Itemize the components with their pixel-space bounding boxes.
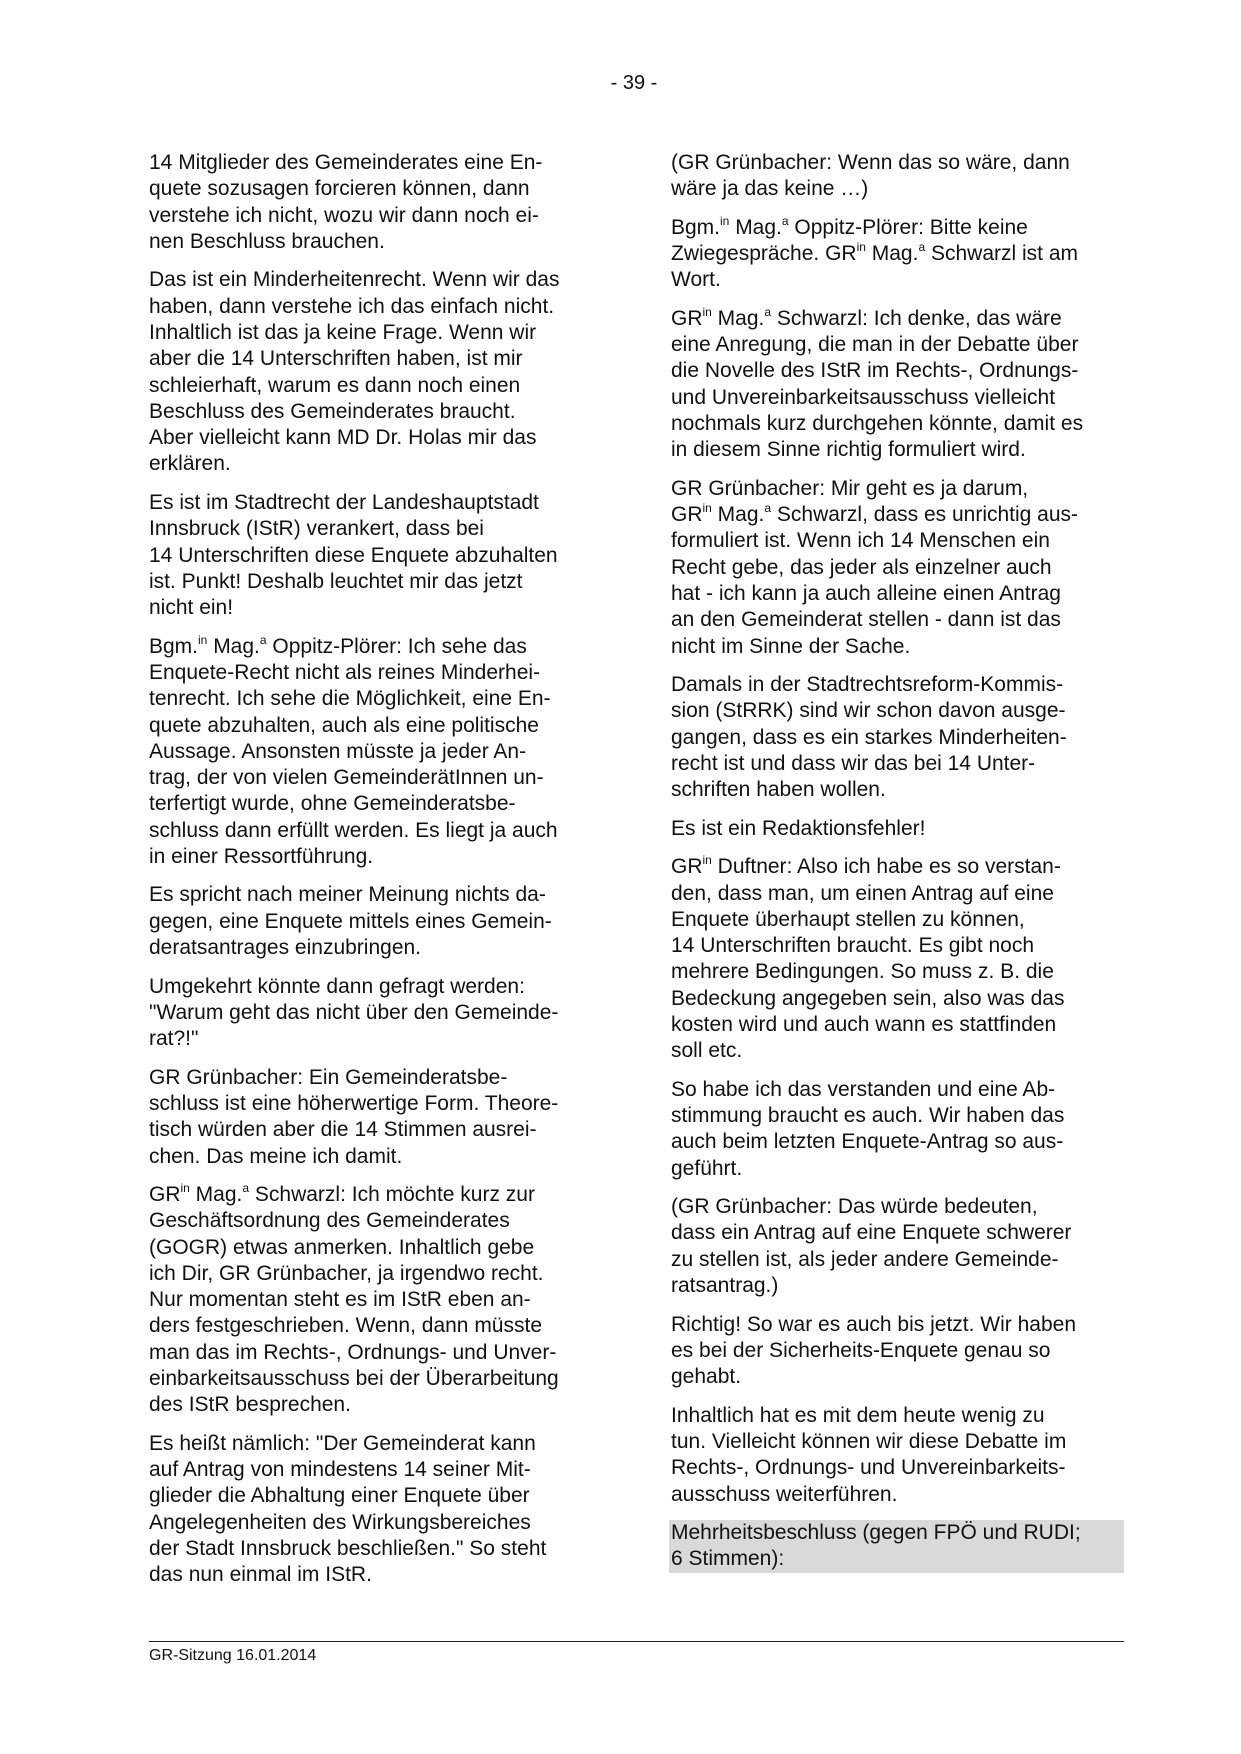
paragraph — [671, 854, 1126, 1064]
text-line: in einer Ressortführung. — [149, 844, 374, 868]
text-line: Aber vielleicht kann MD Dr. Holas mir das — [149, 426, 537, 450]
text-line: zu stellen ist, als jeder andere Gemeinde- — [671, 1247, 1059, 1271]
text-line: die Novelle des IStR im Rechts-, Ordnungs- — [671, 359, 1079, 383]
text-line: So habe ich das verstanden und eine Ab- — [671, 1077, 1056, 1101]
text-segment: Oppitz-Plörer: Ich sehe das — [266, 634, 527, 658]
text-line: der Stadt Innsbruck beschließen." So steht — [149, 1537, 547, 1561]
text-line: schriften haben wollen. — [671, 778, 886, 802]
text-segment: Mag. — [865, 242, 919, 266]
text-line: GR Grünbacher: Mir geht es ja darum, — [671, 476, 1029, 500]
text-line: quete sozusagen forcieren können, dann — [149, 177, 530, 201]
text-line: Aussage. Ansonsten müsste ja jeder An- — [149, 739, 527, 763]
text-line: tisch würden aber die 14 Stimmen ausrei- — [149, 1118, 537, 1142]
text-line — [149, 1182, 599, 1208]
superscript: a — [242, 1181, 250, 1195]
text-line: schleierhaft, warum es dann noch einen — [149, 373, 521, 397]
text-line: sion (StRRK) sind wir schon davon ausge- — [671, 699, 1066, 723]
superscript: a — [259, 632, 267, 647]
paragraph — [671, 306, 1126, 464]
paragraph — [149, 974, 599, 1053]
paragraph — [671, 476, 1126, 660]
text-line: 6 Stimmen): — [671, 1547, 785, 1571]
text-segment: Oppitz-Plörer: Bitte keine — [788, 215, 1028, 239]
text-line: 14 Mitglieder des Gemeinderates eine En- — [149, 151, 543, 174]
text-line: "Warum geht das nicht über den Gemeinde- — [149, 1000, 559, 1024]
text-line: auch beim letzten Enquete-Antrag so aus- — [671, 1130, 1064, 1154]
text-line: nicht ein! — [149, 596, 234, 620]
text-segment: Bgm. — [671, 215, 721, 239]
text-line: ausschuss weiterführen. — [671, 1482, 898, 1506]
text-line: an den Gemeinderat stellen - dann ist das — [671, 608, 1061, 632]
text-line: Umgekehrt könnte dann gefragt werden: — [149, 974, 525, 998]
text-line: GR Grünbacher: Ein Gemeinderatsbe- — [149, 1065, 508, 1089]
text-line: den, dass man, um einen Antrag auf eine — [671, 881, 1054, 905]
paragraph — [149, 1182, 599, 1419]
text-line: recht ist und dass wir das bei 14 Unter- — [671, 751, 1036, 775]
text-line: terfertigt wurde, ohne Gemeinderatsbe- — [149, 792, 516, 816]
text-line: Inhaltlich hat es mit dem heute wenig zu — [671, 1403, 1045, 1427]
paragraph — [671, 1312, 1126, 1391]
text-line: das nun einmal im IStR. — [149, 1563, 372, 1587]
text-line: Rechts-, Ordnungs- und Unvereinbarkeits- — [671, 1456, 1066, 1480]
paragraph — [149, 150, 599, 255]
text-line: nicht im Sinne der Sache. — [671, 634, 911, 658]
text-segment: GR — [149, 1183, 181, 1206]
text-line: Angelegenheiten des Wirkungsbereiches — [149, 1510, 531, 1534]
text-line: trag, der von vielen GemeinderätInnen un- — [149, 766, 544, 790]
text-line: Inhaltlich ist das ja keine Frage. Wenn wir — [149, 320, 537, 344]
superscript: in — [720, 213, 730, 228]
text-line: kosten wird und auch wann es stattfinden — [671, 1013, 1057, 1037]
superscript: in — [702, 501, 712, 516]
text-line: chen. Das meine ich damit. — [149, 1144, 403, 1168]
paragraph — [149, 1065, 599, 1170]
text-line: Damals in der Stadtrechtsreform-Kommis- — [671, 673, 1064, 697]
text-line: erklären. — [149, 452, 231, 476]
text-line: stimmung braucht es auch. Wir haben das — [671, 1104, 1065, 1128]
text-line: und Unvereinbarkeitsausschuss vielleicht — [671, 385, 1056, 409]
text-line: soll etc. — [671, 1039, 743, 1063]
text-line: deratsantrages einzubringen. — [149, 936, 422, 960]
text-line: tenrecht. Ich sehe die Möglichkeit, eine En- — [149, 687, 551, 711]
text-segment: Mag. — [729, 215, 782, 239]
paragraph — [671, 1077, 1126, 1182]
text-line: in diesem Sinne richtig formuliert wird. — [671, 438, 1026, 462]
text-line: Es spricht nach meiner Meinung nichts da- — [149, 883, 546, 907]
paragraph — [671, 1194, 1126, 1299]
text-line: aber die 14 Unterschriften haben, ist mir — [149, 347, 523, 371]
text-line: Enquete-Recht nicht als reines Minderhei- — [149, 660, 541, 684]
text-segment: GR — [671, 306, 703, 330]
right-column — [671, 150, 1126, 1585]
text-line: ders festgeschrieben. Wenn, dann müsste — [149, 1314, 543, 1338]
paragraph — [671, 816, 1126, 842]
text-segment: Mag. — [207, 634, 260, 658]
text-line: ratsantrag.) — [671, 1274, 779, 1298]
superscript: in — [856, 240, 866, 255]
text-line — [149, 634, 599, 660]
superscript: in — [702, 304, 712, 319]
text-line: wäre ja das keine …) — [671, 177, 869, 201]
text-segment: Zwiegespräche. GR — [671, 242, 857, 266]
text-line: Recht gebe, das jeder als einzelner auch — [671, 555, 1052, 579]
text-line: Innsbruck (IStR) verankert, dass bei — [149, 517, 484, 541]
paragraph — [671, 150, 1126, 203]
text-segment: Schwarzl ist am — [925, 242, 1079, 266]
text-line: nochmals kurz durchgehen könnte, damit es — [671, 412, 1084, 436]
text-line: (GR Grünbacher: Wenn das so wäre, dann — [671, 151, 1070, 174]
text-line: dass ein Antrag auf eine Enquete schwerer — [671, 1221, 1072, 1245]
paragraph — [149, 490, 599, 621]
text-line: Es heißt nämlich: "Der Gemeinderat kann — [149, 1431, 536, 1455]
superscript: in — [180, 1181, 190, 1195]
text-line: formuliert ist. Wenn ich 14 Menschen ein — [671, 529, 1050, 553]
text-line: ich Dir, GR Grünbacher, ja irgendwo recht. — [149, 1261, 544, 1285]
superscript: in — [702, 853, 712, 868]
superscript: a — [764, 501, 772, 516]
text-line: man das im Rechts-, Ordnungs- und Unver- — [149, 1340, 557, 1364]
superscript: a — [918, 240, 926, 255]
text-line: (GOGR) etwas anmerken. Inhaltlich gebe — [149, 1235, 535, 1259]
paragraph — [671, 672, 1126, 803]
text-line — [671, 306, 1126, 332]
text-segment: Schwarzl: Ich denke, das wäre — [771, 306, 1062, 330]
text-line: schluss ist eine höherwertige Form. Theore- — [149, 1091, 559, 1115]
text-segment: GR — [671, 503, 703, 527]
text-line: verstehe ich nicht, wozu wir dann noch ei- — [149, 203, 539, 227]
text-segment: Mag. — [711, 306, 765, 330]
text-line: haben, dann verstehe ich das einfach nicht. — [149, 294, 555, 318]
superscript: in — [198, 632, 208, 647]
text-line: hat - ich kann ja auch alleine einen Antrag — [671, 582, 1061, 606]
text-line: Nur momentan steht es im IStR eben an- — [149, 1288, 531, 1312]
text-line: Es ist im Stadtrecht der Landeshauptstadt — [149, 490, 539, 514]
text-line: Das ist ein Minderheitenrecht. Wenn wir das — [149, 268, 560, 292]
text-line — [671, 241, 1126, 267]
left-column — [149, 150, 599, 1601]
text-line: ist. Punkt! Deshalb leuchtet mir das jetzt — [149, 569, 523, 593]
text-line: tun. Vielleicht können wir diese Debatte im — [671, 1429, 1067, 1453]
text-line — [671, 502, 1126, 528]
text-line: einbarkeitsausschuss bei der Überarbeitung — [149, 1367, 559, 1391]
text-line: glieder die Abhaltung einer Enquete über — [149, 1484, 530, 1508]
text-line — [671, 854, 1126, 880]
text-line: Mehrheitsbeschluss (gegen FPÖ und RUDI; — [671, 1521, 1081, 1545]
text-line: rat?!" — [149, 1027, 199, 1051]
text-line: des IStR besprechen. — [149, 1393, 351, 1417]
text-line: Beschluss des Gemeinderates braucht. — [149, 399, 516, 423]
superscript: a — [764, 304, 772, 319]
text-line — [671, 215, 1126, 241]
text-line: gangen, dass es ein starkes Minderheiten- — [671, 725, 1067, 749]
text-line: Wort. — [671, 268, 721, 292]
text-segment: Schwarzl: Ich möchte kurz zur — [249, 1183, 535, 1206]
text-line: 14 Unterschriften diese Enquete abzuhalten — [149, 543, 558, 567]
text-segment: GR — [671, 855, 703, 879]
text-line: quete abzuhalten, auch als eine politische — [149, 713, 539, 737]
text-line: (GR Grünbacher: Das würde bedeuten, — [671, 1195, 1038, 1219]
paragraph — [149, 267, 599, 477]
paragraph — [149, 882, 599, 961]
text-line: geführt. — [671, 1156, 743, 1180]
text-segment: Bgm. — [149, 634, 199, 658]
text-line: Bedeckung angegeben sein, also was das — [671, 986, 1065, 1010]
resolution-highlight — [669, 1520, 1124, 1573]
paragraph — [149, 1431, 599, 1589]
paragraph — [149, 634, 599, 871]
text-line: Es ist ein Redaktionsfehler! — [671, 816, 926, 840]
text-line: eine Anregung, die man in der Debatte über — [671, 333, 1079, 357]
text-line: Geschäftsordnung des Gemeinderates — [149, 1209, 510, 1233]
text-line: Enquete überhaupt stellen zu können, — [671, 907, 1025, 931]
paragraph — [671, 1403, 1126, 1508]
text-line: auf Antrag von mindestens 14 seiner Mit- — [149, 1458, 531, 1482]
text-segment: Mag. — [711, 503, 765, 527]
text-line: mehrere Bedingungen. So muss z. B. die — [671, 960, 1054, 984]
text-segment: Mag. — [189, 1183, 243, 1206]
page-number: - 39 - — [610, 72, 658, 94]
text-line: gegen, eine Enquete mittels eines Gemein- — [149, 909, 552, 933]
text-line: nen Beschluss brauchen. — [149, 229, 385, 253]
paragraph — [671, 215, 1126, 294]
text-line: Richtig! So war es auch bis jetzt. Wir haben — [671, 1312, 1077, 1336]
footer-text: GR-Sitzung 16.01.2014 — [149, 1647, 317, 1664]
text-line: es bei der Sicherheits-Enquete genau so — [671, 1338, 1051, 1362]
text-line: schluss dann erfüllt werden. Es liegt ja auch — [149, 818, 558, 842]
superscript: a — [781, 213, 789, 228]
footer-divider — [149, 1641, 1124, 1642]
text-line: gehabt. — [671, 1365, 742, 1389]
text-segment: Duftner: Also ich habe es so verstan- — [711, 855, 1061, 879]
text-segment: Schwarzl, dass es unrichtig aus- — [771, 503, 1079, 527]
text-line: 14 Unterschriften braucht. Es gibt noch — [671, 934, 1035, 958]
